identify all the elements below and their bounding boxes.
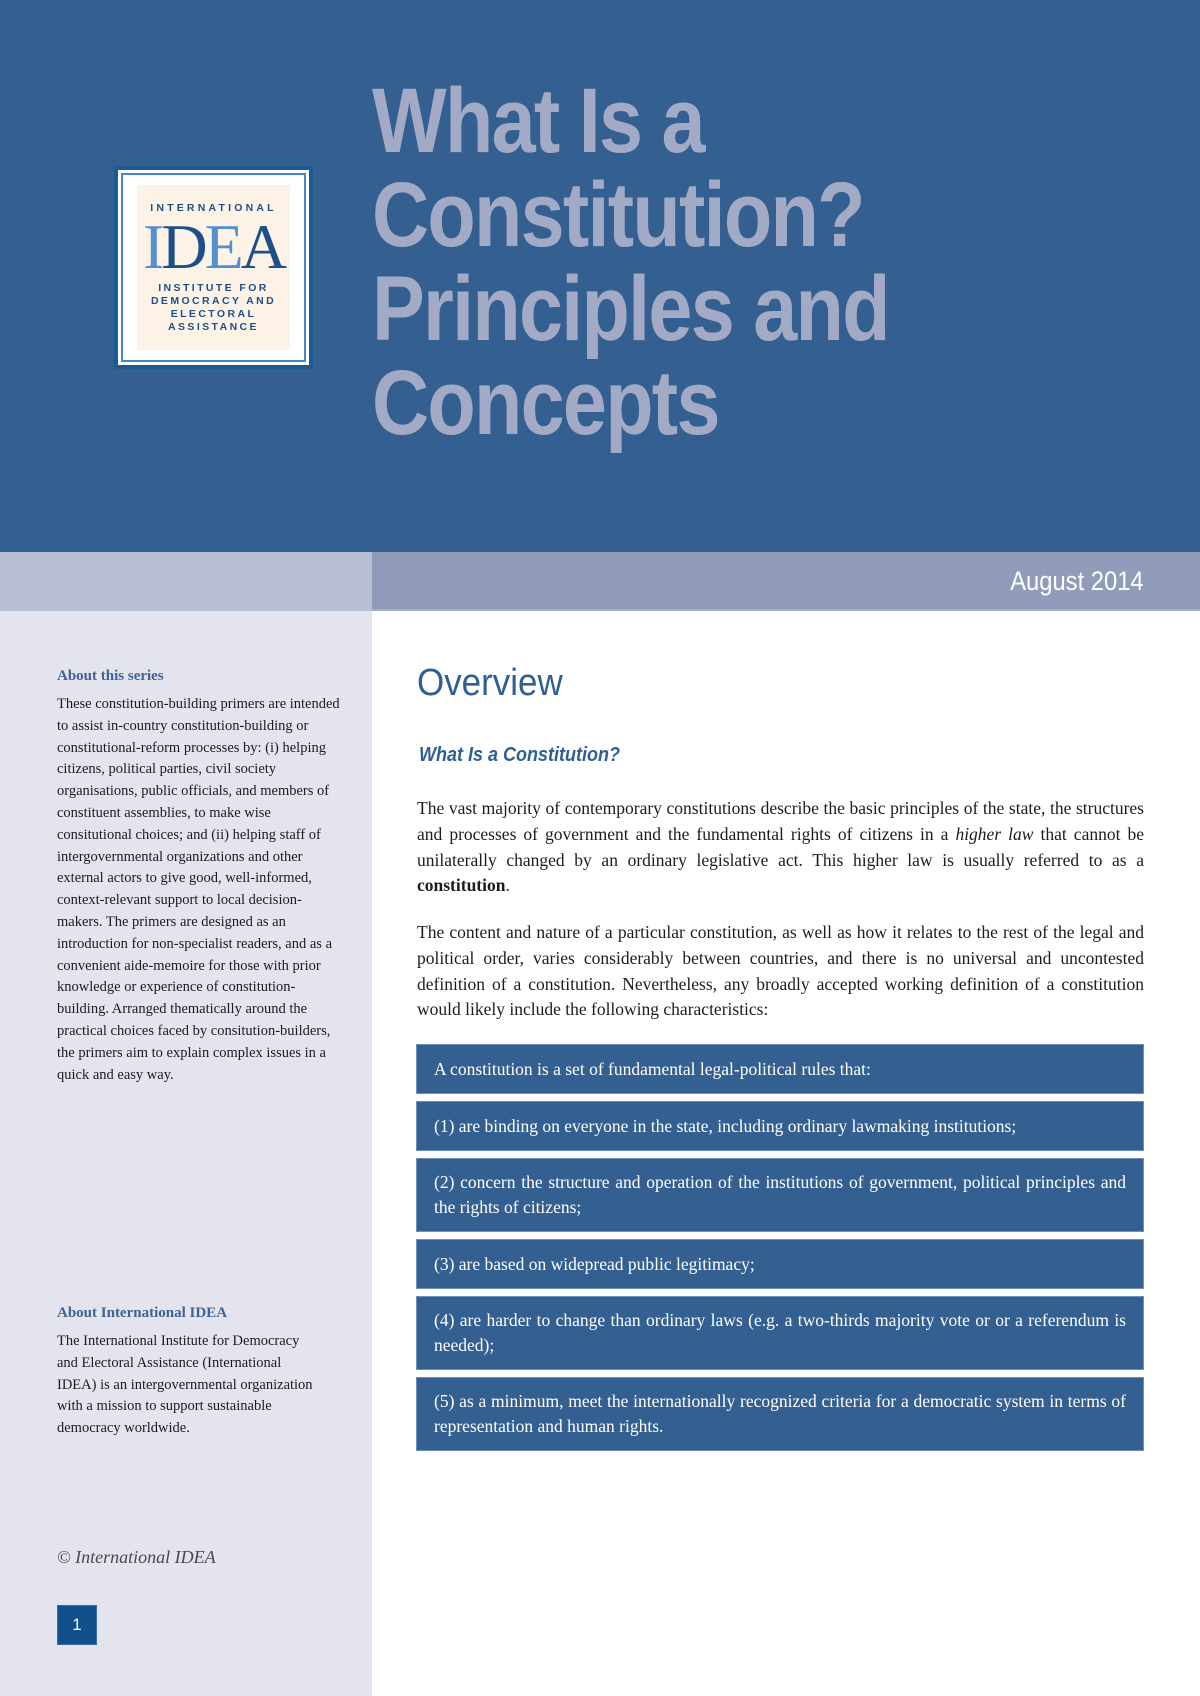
copyright-notice: © International IDEA: [57, 1547, 216, 1567]
definition-intro-box: A constitution is a set of fundamental legal-political rules that:: [416, 1044, 1144, 1094]
definition-item: (2) concern the structure and operation of the institutions of government, political principles and the rights of citizens;: [416, 1158, 1144, 1232]
date-band-left: [0, 552, 372, 611]
definition-list: [416, 1044, 1144, 1458]
logo-top-text: INTERNATIONAL: [150, 201, 277, 214]
constitution-term: constitution: [417, 875, 506, 896]
higher-law-term: higher law: [955, 823, 1034, 844]
definition-item: (5) as a minimum, meet the internationally recognized criteria for a democratic system in terms of representation and human rights.: [416, 1377, 1144, 1451]
document-title: What Is a Constitution? Principles and Concepts: [372, 70, 889, 454]
page-number: 1: [57, 1605, 97, 1645]
subheading: What Is a Constitution?: [419, 744, 620, 766]
idea-logo: [114, 166, 313, 369]
definition-item: (1) are binding on everyone in the state, including ordinary lawmaking institutions;: [416, 1101, 1144, 1151]
publication-date: August 2014: [1010, 566, 1144, 596]
about-series-heading: About this series: [57, 668, 164, 684]
paragraph-2: The content and nature of a particular constitution, as well as how it relates to the rest of the legal and political order, varies considerably between countries, and there is no universal and uncontested definition of a constitution. Nevertheless, any broadly accepted working definition of a constitution would likely include the following characteristics:: [417, 922, 1144, 1020]
section-title: Overview: [417, 662, 563, 704]
logo-subtitle: INSTITUTE FOR DEMOCRACY AND ELECTORAL ASSISTANCE: [150, 281, 277, 333]
definition-item: (4) are harder to change than ordinary laws (e.g. a two-thirds majority vote or or a referendum is needed);: [416, 1296, 1144, 1370]
about-idea-heading: About International IDEA: [57, 1305, 228, 1321]
definition-item: (3) are based on widepread public legitimacy;: [416, 1239, 1144, 1289]
logo-mark: IDEA: [143, 210, 284, 282]
about-idea-text: The International Institute for Democracy and Electoral Assistance (International IDEA) is an intergovernmental organization with a mission to support sustainable democracy worldwide.: [57, 1333, 313, 1437]
about-series-text: These constitution-building primers are intended to assist in-country constitution-building or constitutional-reform processes by: (i) helping citizens, political parties, civil society organisations, public officials, and members of constituent assemblies, to make wise consitutional choices; and (ii) helping staff of intergovernmental organizations and other external actors to give good, well-informed, context-relevant support to local decision-makers. The primers are designed as an introduction for non-specialist readers, and as a convenient aide-memoire for those with prior knowledge or experience of constitution-building. Arranged thematically around the practical choices faced by consitution-builders, the primers aim to explain complex issues in a quick and easy way.: [57, 696, 340, 1083]
paragraph-1: The vast majority of contemporary constitutions describe the basic principles of the state, the structures and processes of government and the fundamental rights of citizens in a higher law that cannot be unilaterally changed by an ordinary legislative act. This higher law is usually referred to as a constitution.: [417, 798, 1145, 896]
